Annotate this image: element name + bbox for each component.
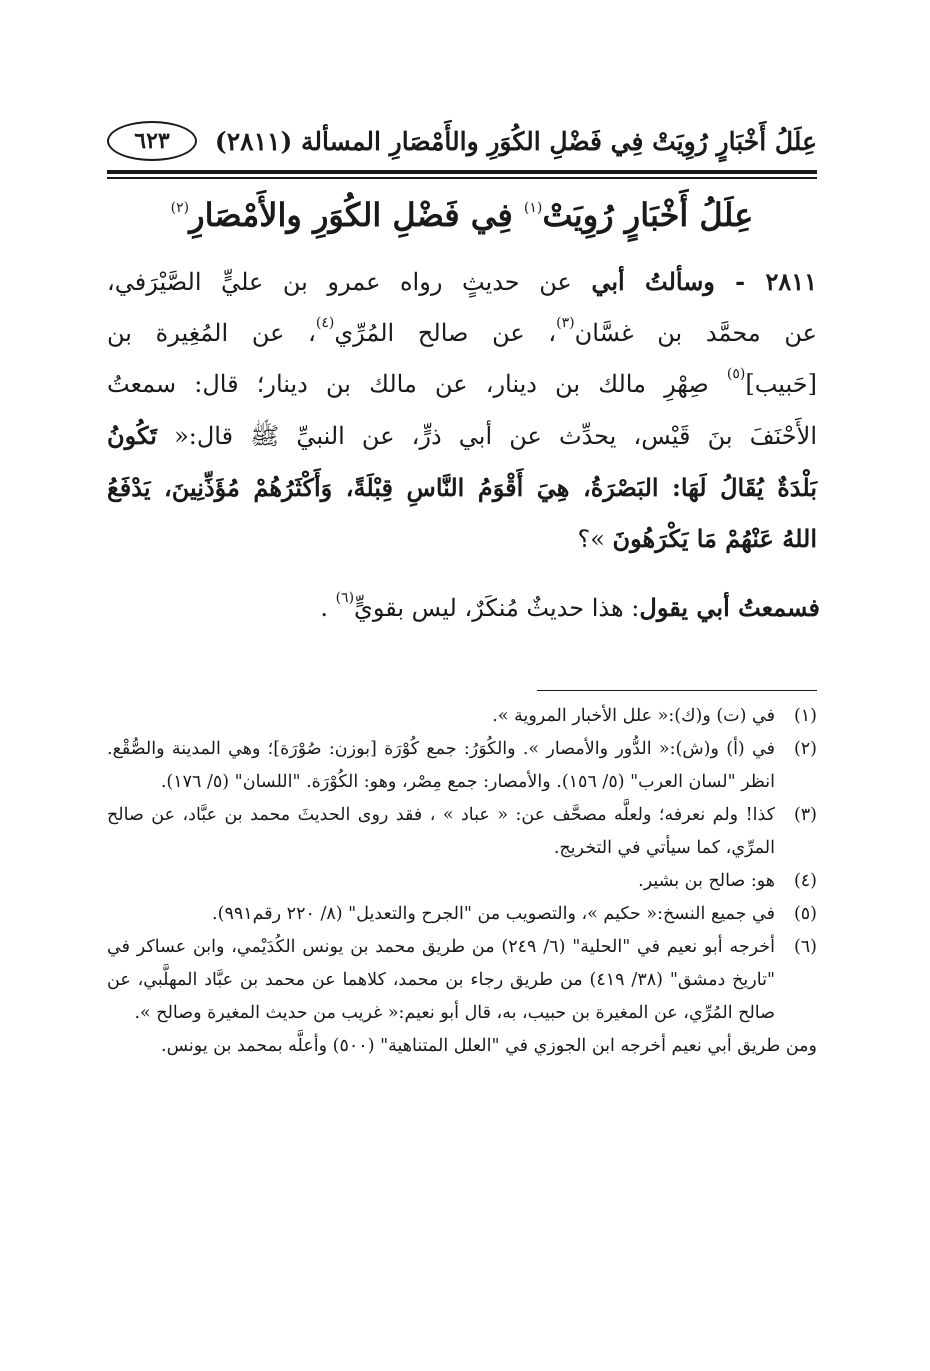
footnote-text: هو: صالح بن بشير. [638,871,775,891]
footnote [107,733,817,799]
footnote-number: (١) [793,706,817,726]
footnote-ref-4: (٤) [315,315,335,331]
text-run: عن محمَّد بن غسَّان [574,319,817,347]
text-line-1 [107,256,817,308]
running-title: عِلَلُ أَخْبَارٍ رُوِيَتْ فِي فَضْلِ الكُوَرِ والأَمْصَارِ المسألة (٢٨١١) [214,126,817,156]
page-number-badge: ٦٢٣ [107,121,197,161]
footnote [107,931,817,1030]
conclusion-end: . [320,594,336,622]
hadith-text: اللهُ عَنْهُمْ مَا يَكْرَهُونَ [612,524,817,553]
footnotes [107,700,817,1063]
chapter-title-part2: فِي فَضْلِ الكُوَرِ والأَمْصَارِ [189,196,524,234]
text-run: الأَحْنَفَ بنَ قَيْس، يحدِّث عن أبي ذرٍّ، عن النبيِّ ﷺ قال:« [156,422,817,450]
footnote-number: (٥) [793,904,817,924]
footnote-text: أخرجه أبو نعيم في "الحلية" (٦/ ٢٤٩) من طريق محمد بن يونس الكُدَيْمي، وابن عساكر في "تاريخ دمشق" (٣٨/ ٤١٩) من طريق رجاء بن محمد، كلاهما عن محمد بن عبَّاد المهلَّبي، عن صالح المُرِّي، عن المغيرة بن حبيب، به، قال أبو نعيم:« غريب من حديث المغيرة وصالح ». [107,937,776,1023]
chapter-title [107,190,817,240]
footnote-ref-6: (٦) [335,590,355,606]
footnote-separator [537,690,817,691]
conclusion-text: : هذا حديثٌ مُنكَرٌ، ليس بقويٍّ [354,594,640,622]
footnote-number: (٣) [793,805,817,825]
footnote-text: في (ت) و(ك):« علل الأخبار المروية ». [492,706,775,726]
text-line-5: بَلْدَةٌ يُقَالُ لَهَا: البَصْرَةُ، هِيَ أَقْوَمُ النَّاسِ قِبْلَةً، وَأَكْثَرُهُمْ مُؤَذِّنِينَ، يَدْفَعُ [107,473,817,502]
question-number: ٢٨١١ - وسألتُ أبي [591,267,817,296]
footnote-number: (٢) [793,739,817,759]
footnote-number: (٤) [793,871,817,891]
footnote [107,799,817,865]
footnote [107,700,817,733]
footnote-ref-5: (٥) [726,366,746,382]
footnote-text: في جميع النسخ:« حكيم »، والتصويب من "الجرح والتعديل" (٨/ ٢٢٠ رقم٩٩١). [212,904,775,924]
chapter-title-part1: عِلَلُ أَخْبَارٍ رُوِيَتْ [542,196,754,234]
page-header [107,118,817,164]
text-run: [حَبيب] [745,370,817,398]
text-line-4 [107,410,817,462]
footnote [107,898,817,931]
header-rule-thin [107,177,817,179]
footnote-ref-3: (٣) [556,315,575,331]
footnote-ref-1: (١) [523,200,543,216]
conclusion-line [320,588,820,628]
text-line-2 [107,308,817,359]
footnote [107,865,817,898]
main-text [107,256,817,565]
footnote-ref-2: (٢) [170,200,190,216]
footnote-number: (٦) [793,937,817,957]
text-run: عن حديثٍ رواه عمرو بن عليٍّ الصَّيْرَفي، [107,268,592,296]
text-line-3 [107,359,817,410]
footnote-continuation: ومن طريق أبي نعيم أخرجه ابن الجوزي في "العلل المتناهية" (٥٠٠) وأعلَّه بمحمد بن يونس. [161,1036,817,1056]
text-run: ، عن المُغِيرة بن [107,319,316,347]
text-run: »؟ [577,525,613,553]
conclusion-lead: فسمعتُ أبي يقول [639,593,820,622]
text-run: ، عن صالح المُرِّي [334,319,557,347]
hadith-text: تَكُونُ [107,421,157,450]
header-rule-thick [107,170,817,174]
footnote-text: في (أ) و(ش):« الدُّور والأمصار ». والكُوَرُ: جمع كُوْرَة [بوزن: صُوْرَة]؛ وهي المدينة والصُّقْع. انظر "لسان العرب" (٥/ ١٥٦). والأمصار: جمع مِصْر، وهو: الكُوْرَة. "اللسان" (٥/ ١٧٦). [107,739,775,792]
footnote-text: كذا! ولم نعرفه؛ ولعلَّه مصحَّف عن: « عباد » ، فقد روى الحديثَ محمد بن عبَّاد، عن صالح المرِّي، كما سيأتي في التخريج. [107,805,775,858]
text-line-6 [107,513,817,565]
text-run: صِهْرِ مالك بن دينار، عن مالك بن دينار؛ قال: سمعتُ [107,370,727,398]
